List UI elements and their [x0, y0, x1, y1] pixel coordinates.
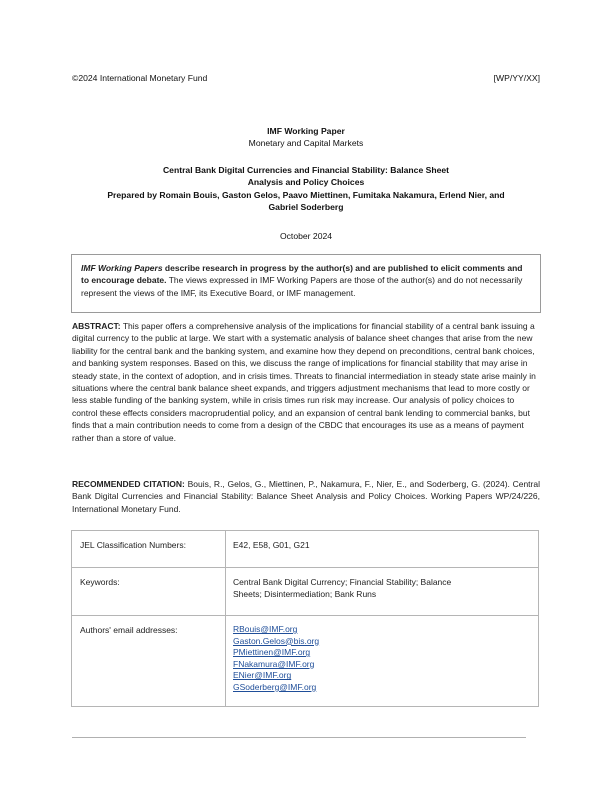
- jel-label: JEL Classification Numbers:: [72, 531, 226, 568]
- recommended-citation: [72, 478, 540, 515]
- emails-row: [72, 616, 539, 707]
- series-name: IMF Working Paper: [267, 126, 345, 136]
- publication-date: October 2024: [279, 231, 333, 241]
- email-link[interactable]: PMiettinen@IMF.org: [233, 647, 311, 658]
- disclaimer-body: The views expressed in IMF Working Papers are those of the author(s) and do not necessarily represent the views of the IMF, its Executive Board, or IMF management.: [81, 275, 523, 298]
- disclaimer-series-name: IMF Working Papers: [81, 263, 163, 273]
- working-paper-number: [WP/YY/XX]: [493, 73, 540, 83]
- keywords-line: Central Bank Digital Currency; Financial Stability; Balance: [233, 577, 452, 587]
- paper-metadata-table: [71, 530, 539, 707]
- citation-label: RECOMMENDED CITATION:: [72, 479, 185, 489]
- jel-value: E42, E58, G01, G21: [226, 531, 539, 568]
- keywords-label: Keywords:: [72, 568, 226, 616]
- footer-divider: [72, 737, 526, 738]
- email-link[interactable]: RBouis@IMF.org: [233, 624, 298, 634]
- email-link[interactable]: FNakamura@IMF.org: [233, 658, 315, 669]
- paper-title-line: Analysis and Policy Choices: [247, 177, 365, 188]
- citation-text: Bouis, R., Gelos, G., Miettinen, P., Nakamura, F., Nier, E., and Soderberg, G. (2024). Central Bank Digital Currencies and Financial Stability: Balance Sheet Analysis and Policy Choices. Working Papers WP/24/226, International Monetary Fund.: [72, 479, 540, 514]
- disclaimer-box: [71, 254, 541, 313]
- emails-label: Authors' email addresses:: [72, 616, 226, 707]
- emails-list: [226, 616, 539, 707]
- jel-row: [72, 531, 539, 568]
- abstract-label: ABSTRACT:: [72, 321, 121, 331]
- paper-title-line: Central Bank Digital Currencies and Financial Stability: Balance Sheet: [162, 165, 450, 175]
- paper-title-block: [72, 164, 540, 214]
- keywords-row: [72, 568, 539, 616]
- email-link[interactable]: ENier@IMF.org: [233, 670, 292, 681]
- email-link[interactable]: Gaston.Gelos@bis.org: [233, 635, 320, 646]
- abstract-text: This paper offers a comprehensive analysis of the implications for financial stability of a central bank issuing a digital currency to the public at large. We start with a systematic analysis of balance sheet changes that arise from the new liability for the central bank and the banking system, and examine how they depend on preconditions, central bank choices, and banking system responses. Based on this, we discuss the range of implications for financial stability that may arise in steady state, in the context of adoption, and in crisis times. Threats to financial intermediation in steady state arise mainly in situations where the central bank balance sheet expands, and triggers adjustment mechanisms that lead to more costly or less stable funding of the banking system, while in crisis times run risk may increase. Our analysis of policy choices to control these effects considers macroprudential policy, and an expansion of central bank lending to commercial banks, but finds that a main contribution needs to come from a design of the CBDC that encourages its use as a means of payment rather than a store of value.: [72, 321, 536, 443]
- department-name: Monetary and Capital Markets: [248, 138, 364, 149]
- abstract: [72, 320, 540, 444]
- keywords-value: [226, 568, 539, 616]
- disclaimer-lead-text: describe research in progress by the author(s) and are published to elicit comments and to encourage debate.: [81, 263, 523, 286]
- authors-line: Prepared by Romain Bouis, Gaston Gelos, Paavo Miettinen, Fumitaka Nakamura, Erlend Nier, and: [107, 189, 505, 200]
- email-link[interactable]: GSoderberg@IMF.org: [233, 681, 317, 692]
- keywords-line: Sheets; Disintermediation; Bank Runs: [233, 589, 377, 599]
- authors-line: Gabriel Soderberg: [268, 202, 344, 213]
- series-block: [72, 125, 540, 150]
- copyright-notice: ©2024 International Monetary Fund: [72, 73, 208, 83]
